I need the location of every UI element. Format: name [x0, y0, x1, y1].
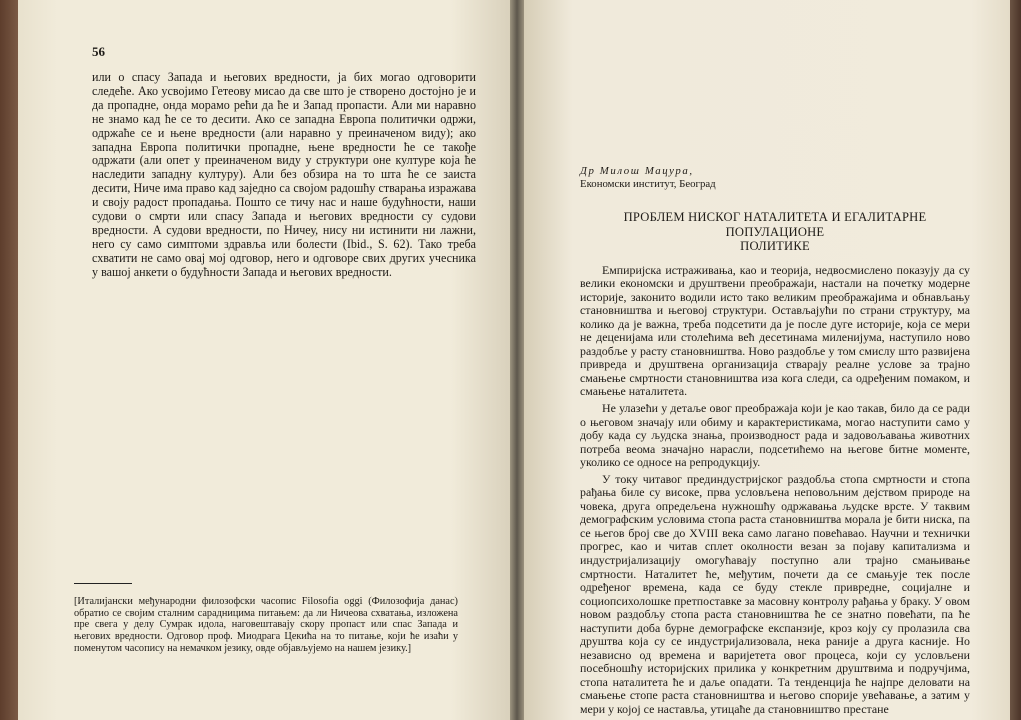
footnote: [Италијански међународни филозофски часопис Filosofia oggi (Филозофија данас) обратио се својим сталним сарадницима питањем: да ли Ничеова схватања, изложена пре свега у делу Сумрак идола, наговештавају скору пропаст или спас Запада и његових вредности. Одговор проф. Миодрага Цекића на то питање, који ће изаћи у поменутом часопису на немачком језику, овде објављујемо на нашем језику.] [74, 596, 458, 654]
footnote-divider [74, 583, 132, 584]
book-edge-left [0, 0, 18, 720]
author-name: Др Милош Мацура, [580, 165, 694, 177]
article-paragraph: Не улазећи у детаље овог преображаја који је као такав, било да се ради о његовом значају или обиму и карактеристикама, могао наступити само у добу када су људска знања, производност рада и задовољавања животних потреба веома значајно нарасли, подсетићемо на његове битне моменте, уколико се односе на репродукцију. [580, 400, 970, 470]
article-paragraph: Емпиријска истраживања, као и теорија, недвосмислено показују да су велики економски и друштвени преображаји, настали на почетку модерне историје, законито водили исто тако великим преображајима и обнављању становништва и његовој структури. Остављајући по страни структуру, ма колико да је важна, треба подсетити да је после дуге историје, која се мери не деценијама или столећима већ десетинама миленијума, наступило ново раздобље у расту становништва. Ново раздобље у том смислу што развијена привреда и друштвена организација стварају реалне услове за трајно смањење смртности становништва иза кога следи, са одређеним помаком, и смањење наталитета. [580, 262, 970, 399]
article-paragraph: У току читавог прединдустријског раздобља стопа смртности и стопа рађања биле су високе, прва условљена неповољним дејством природе на човека, друга опредељена нужношћу одржавања људске врсте. У таквим демографским условима стопа раста становништва морала је бити ниска, па се његов број све до XVIII века само лагано повећавао. Научни и технички прогрес, као и читав сплет околности везан за појаву капитализма и индустријализацију омогућавају поступно али трајно смањивање смртности. Наталитет ће, међутим, почети да се смањује тек после одређеног времена, када се буду стекле привредне, социјалне и социопсихолошке претпоставке за масовну контролу рађања у браку. У овом новом раздобљу стопа раста становништва ће се знатно повећати, па ће наступити доба бурне демографске експанзије, кроз коју су пролазила сва друштва која су се индустријализовала, нека раније а друга касније. Но независно од времена и варијетета овог процеса, који су условљени посебношћу историјских прилика у конкретним друштвима и подручјима, стопа наталитета ће и даље опадати. Та тенденција ће најпре деловати на смањење стопе раста становништва и његово спорије увећавање, а затим у мери у којој се наставља, утицаће да становништво престане [580, 471, 970, 716]
book-gutter [510, 0, 524, 720]
right-page [524, 0, 1010, 720]
book-edge-right [1010, 0, 1021, 720]
body-paragraph: или о спасу Запада и његових вредности, ја бих могао одговорити следеће. Ако усвојимо Гетеову мисао да све што је створено достојно је и да пропадне, онда морамо рећи да ће и Запад пропасти. Али ми наравно не знамо кад ће се то десити. Ако се западна Европа политички одржи, одржаће се и њене вредности (али наравно у преиначеном виду); ако западна Европа политички пропадне, њене вредности ће се такође одржати (али опет у преиначеном виду у структури оне културе која ће наследити западну културу). Али без обзира на то шта ће се заиста десити, Ниче има право кад заједно са својом радошћу стварања изражава и своју радост пропадања. Пошто се тичу нас и наше будућности, наши судови о смрти или спасу Запада и његових вредности су судови вредности. А судови вредности, по Ничеу, нису ни истинити ни лажни, него су само симптоми здравља или болести (Ibid., S. 62). Тако треба схватити не само овај мој одговор, него и одговоре свих других учесника у вашој анкети о будућности Запада и његових вредности. [92, 70, 476, 279]
author-byline [580, 165, 970, 190]
author-institution: Економски институт, Београд [580, 177, 716, 190]
article-title: ПРОБЛЕМ НИСКОГ НАТАЛИТЕТА И ЕГАЛИТАРНЕ ПОПУЛАЦИОНЕ ПОЛИТИКЕ [623, 210, 927, 253]
page-number: 56 [92, 44, 105, 59]
